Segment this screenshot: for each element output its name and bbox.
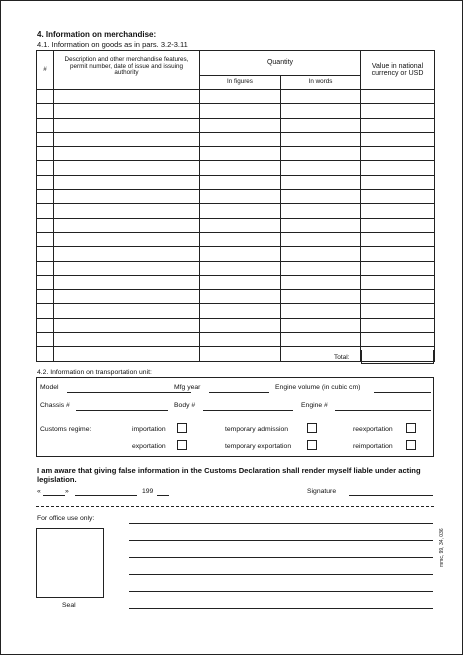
- table-cell[interactable]: [37, 333, 54, 347]
- office-line[interactable]: [129, 540, 433, 541]
- table-cell[interactable]: [361, 104, 435, 118]
- seal-box: [36, 528, 104, 598]
- total-field[interactable]: [361, 350, 434, 364]
- table-cell[interactable]: [281, 147, 361, 161]
- table-cell[interactable]: [200, 304, 281, 318]
- col-figures-header: In figures: [200, 76, 281, 90]
- table-cell[interactable]: [200, 347, 281, 361]
- table-cell[interactable]: [281, 318, 361, 332]
- table-cell[interactable]: [361, 290, 435, 304]
- table-cell[interactable]: [200, 275, 281, 289]
- table-row: [37, 132, 435, 146]
- model-label: Model: [40, 384, 59, 391]
- model-field[interactable]: [67, 392, 191, 393]
- col-description-header: Description and other merchandise features, permit number, date of issue and issuing authority: [54, 51, 200, 90]
- table-cell[interactable]: [281, 118, 361, 132]
- form-code: mmc, 99, 34, 036: [439, 528, 445, 567]
- table-cell[interactable]: [54, 290, 200, 304]
- table-cell[interactable]: [54, 318, 200, 332]
- engine-field[interactable]: [335, 410, 431, 411]
- transport-title: 4.2. Information on transportation unit:: [37, 369, 152, 376]
- table-cell[interactable]: [54, 132, 200, 146]
- table-row: [37, 218, 435, 232]
- chassis-field[interactable]: [76, 410, 168, 411]
- table-cell[interactable]: [361, 218, 435, 232]
- date-quote-close: »: [65, 488, 69, 495]
- col-value-header: Value in national currency or USD: [361, 51, 435, 90]
- table-cell[interactable]: [200, 118, 281, 132]
- engine-volume-label: Engine volume (in cubic cm): [275, 384, 361, 391]
- table-cell[interactable]: [200, 104, 281, 118]
- table-cell[interactable]: [281, 161, 361, 175]
- date-year-prefix: 199: [142, 488, 154, 495]
- date-year-field[interactable]: [157, 495, 169, 496]
- table-cell[interactable]: [37, 190, 54, 204]
- table-cell[interactable]: [37, 275, 54, 289]
- office-line[interactable]: [129, 557, 433, 558]
- table-cell[interactable]: [54, 147, 200, 161]
- table-cell[interactable]: [54, 275, 200, 289]
- table-cell[interactable]: [37, 247, 54, 261]
- office-line[interactable]: [129, 591, 433, 592]
- table-cell[interactable]: [361, 333, 435, 347]
- separator-dashed: [36, 506, 434, 507]
- table-row: [37, 104, 435, 118]
- office-line[interactable]: [129, 523, 433, 524]
- table-cell[interactable]: [200, 318, 281, 332]
- table-cell[interactable]: [37, 218, 54, 232]
- table-cell[interactable]: [54, 304, 200, 318]
- transport-box: [36, 377, 434, 457]
- table-cell[interactable]: [281, 290, 361, 304]
- mfg-year-field[interactable]: [209, 392, 269, 393]
- table-cell[interactable]: [54, 261, 200, 275]
- table-row: [37, 147, 435, 161]
- importation-label: importation: [132, 426, 166, 433]
- table-row: [37, 275, 435, 289]
- temp-admission-checkbox[interactable]: [307, 423, 317, 433]
- table-cell[interactable]: [200, 333, 281, 347]
- section-subtitle: 4.1. Information on goods as in pars. 3.2-3.11: [37, 40, 188, 49]
- reexportation-checkbox[interactable]: [406, 423, 416, 433]
- date-day-field[interactable]: [43, 495, 65, 496]
- table-row: [37, 333, 435, 347]
- col-quantity-header: Quantity: [200, 51, 361, 76]
- table-cell[interactable]: [281, 132, 361, 146]
- table-cell[interactable]: [281, 304, 361, 318]
- reexportation-label: reexportation: [353, 426, 393, 433]
- temp-exportation-label: temporary exportation: [225, 443, 292, 450]
- table-cell[interactable]: [37, 304, 54, 318]
- table-cell[interactable]: [361, 318, 435, 332]
- table-row: [37, 232, 435, 246]
- table-cell[interactable]: [54, 90, 200, 104]
- table-row: [37, 290, 435, 304]
- date-month-field[interactable]: [75, 495, 137, 496]
- table-cell[interactable]: [281, 261, 361, 275]
- table-cell[interactable]: [200, 190, 281, 204]
- table-cell[interactable]: [54, 190, 200, 204]
- importation-checkbox[interactable]: [177, 423, 187, 433]
- table-cell[interactable]: [281, 232, 361, 246]
- table-cell[interactable]: [361, 275, 435, 289]
- table-cell[interactable]: [200, 90, 281, 104]
- table-header-row: [37, 51, 435, 76]
- table-cell[interactable]: [37, 147, 54, 161]
- table-cell[interactable]: [37, 347, 54, 361]
- table-cell[interactable]: [37, 261, 54, 275]
- table-cell[interactable]: [361, 232, 435, 246]
- table-cell[interactable]: [281, 175, 361, 189]
- table-cell[interactable]: [281, 104, 361, 118]
- table-cell[interactable]: [200, 232, 281, 246]
- table-cell[interactable]: [200, 247, 281, 261]
- signature-label: Signature: [307, 488, 337, 495]
- col-number-header: #: [37, 51, 54, 90]
- table-cell[interactable]: [37, 175, 54, 189]
- engine-volume-field[interactable]: [374, 392, 431, 393]
- chassis-label: Chassis #: [40, 402, 70, 409]
- table-cell[interactable]: [361, 175, 435, 189]
- signature-field[interactable]: [349, 495, 433, 496]
- exportation-checkbox[interactable]: [177, 440, 187, 450]
- table-cell[interactable]: [361, 304, 435, 318]
- table-cell[interactable]: [281, 204, 361, 218]
- table-row: [37, 118, 435, 132]
- table-cell[interactable]: [54, 347, 200, 361]
- temp-exportation-checkbox[interactable]: [307, 440, 317, 450]
- table-row: [37, 90, 435, 104]
- table-cell[interactable]: [200, 175, 281, 189]
- office-use-label: For office use only:: [37, 515, 95, 522]
- table-cell[interactable]: [361, 132, 435, 146]
- table-cell[interactable]: [37, 290, 54, 304]
- total-label: Total:: [334, 354, 350, 361]
- table-cell[interactable]: [37, 132, 54, 146]
- table-cell[interactable]: [37, 161, 54, 175]
- goods-body: [37, 90, 435, 362]
- customs-regime-label: Customs regime:: [40, 426, 92, 433]
- date-quote-open: «: [37, 488, 41, 495]
- table-cell[interactable]: [200, 261, 281, 275]
- table-cell[interactable]: [361, 261, 435, 275]
- table-row: [37, 318, 435, 332]
- office-line[interactable]: [129, 608, 433, 609]
- table-cell[interactable]: [54, 161, 200, 175]
- reimportation-label: reimportation: [353, 443, 393, 450]
- table-cell[interactable]: [200, 132, 281, 146]
- table-row: [37, 175, 435, 189]
- table-row: [37, 304, 435, 318]
- table-cell[interactable]: [281, 275, 361, 289]
- table-cell[interactable]: [37, 204, 54, 218]
- goods-table: [36, 50, 435, 362]
- table-row: [37, 204, 435, 218]
- table-cell[interactable]: [37, 90, 54, 104]
- table-cell[interactable]: [281, 218, 361, 232]
- office-line[interactable]: [129, 574, 433, 575]
- table-cell[interactable]: [200, 290, 281, 304]
- table-cell[interactable]: [54, 175, 200, 189]
- table-cell[interactable]: [54, 118, 200, 132]
- table-cell[interactable]: [281, 190, 361, 204]
- table-cell[interactable]: [361, 147, 435, 161]
- table-cell[interactable]: [54, 104, 200, 118]
- table-cell[interactable]: [54, 247, 200, 261]
- body-field[interactable]: [203, 410, 293, 411]
- table-cell[interactable]: [200, 204, 281, 218]
- table-cell[interactable]: [54, 218, 200, 232]
- col-words-header: In words: [281, 76, 361, 90]
- table-cell[interactable]: [281, 333, 361, 347]
- table-cell[interactable]: [37, 104, 54, 118]
- temp-admission-label: temporary admission: [225, 426, 289, 433]
- table-cell[interactable]: [54, 204, 200, 218]
- liability-statement: I am aware that giving false information in the Customs Declaration shall render myself liable under acting legislation.: [37, 466, 421, 485]
- engine-label: Engine #: [301, 402, 328, 409]
- table-cell[interactable]: [54, 232, 200, 246]
- table-cell[interactable]: [37, 318, 54, 332]
- table-cell[interactable]: [361, 204, 435, 218]
- table-cell[interactable]: [200, 147, 281, 161]
- table-row: [37, 190, 435, 204]
- section-title: 4. Information on merchandise:: [37, 30, 157, 39]
- table-cell[interactable]: [200, 161, 281, 175]
- table-cell[interactable]: [37, 118, 54, 132]
- table-cell[interactable]: [361, 190, 435, 204]
- table-cell[interactable]: [281, 90, 361, 104]
- table-cell[interactable]: [361, 161, 435, 175]
- table-row: [37, 161, 435, 175]
- mfg-year-label: Mfg year: [174, 384, 201, 391]
- table-cell[interactable]: [200, 218, 281, 232]
- table-row: [37, 261, 435, 275]
- table-cell[interactable]: [361, 118, 435, 132]
- reimportation-checkbox[interactable]: [406, 440, 416, 450]
- table-cell[interactable]: [54, 333, 200, 347]
- table-cell[interactable]: [37, 232, 54, 246]
- exportation-label: exportation: [132, 443, 166, 450]
- table-row: [37, 247, 435, 261]
- seal-label: Seal: [62, 602, 76, 609]
- body-label: Body #: [174, 402, 196, 409]
- table-cell[interactable]: [281, 247, 361, 261]
- table-cell[interactable]: [361, 247, 435, 261]
- table-cell[interactable]: [361, 90, 435, 104]
